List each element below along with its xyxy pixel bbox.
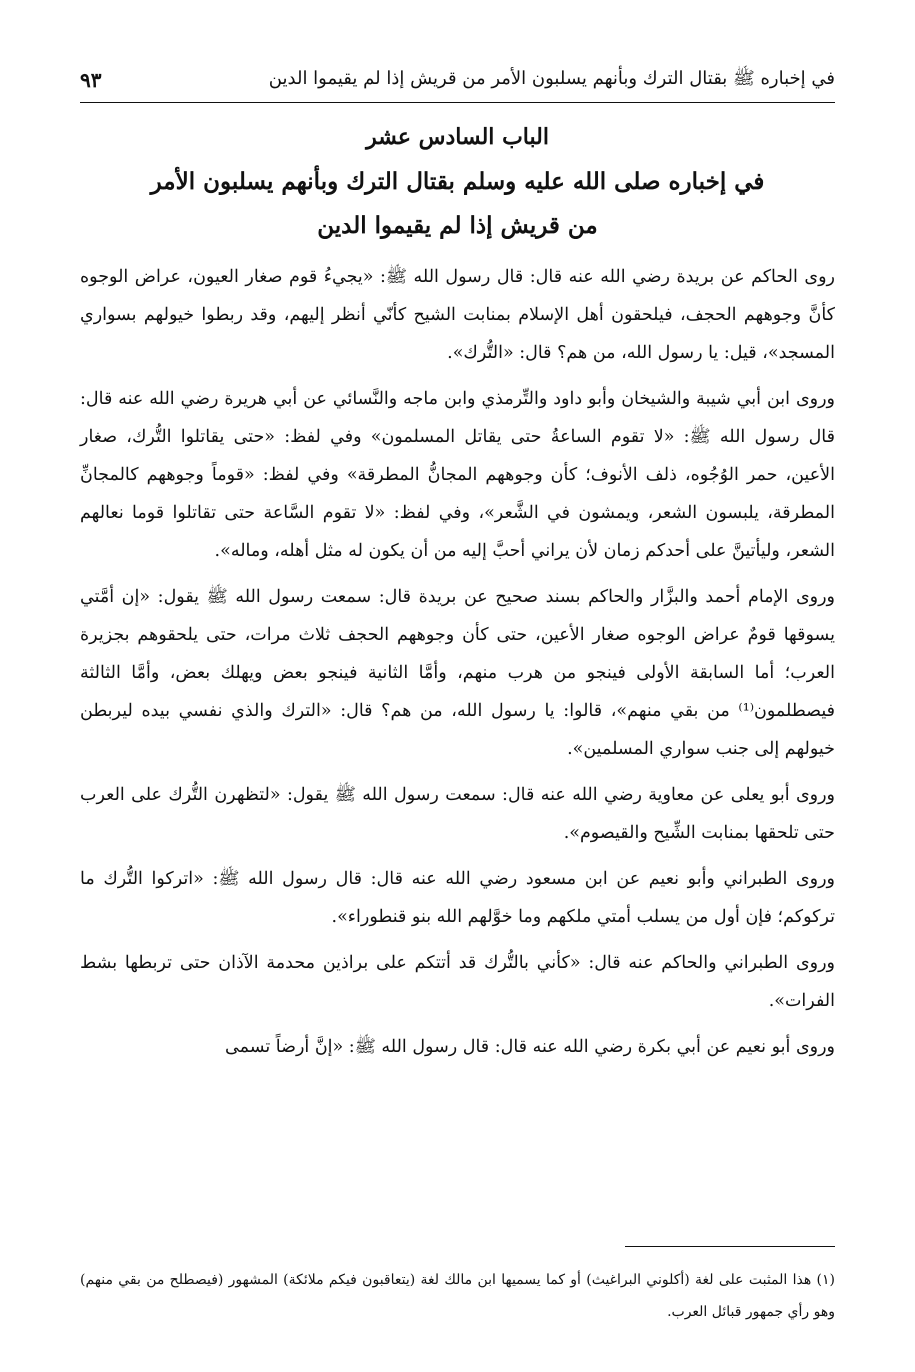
chapter-title-line-2: من قريش إذا لم يقيموا الدين [317,212,598,239]
page-header [80,58,835,103]
paragraph: وروى الطبراني والحاكم عنه قال: «كأني بالتُّرك قد أتتكم على براذين محدمة الآذان حتى تربطها بشط الفرات». [80,953,835,1011]
paragraph: وروى أبو يعلى عن معاوية رضي الله عنه قال: سمعت رسول الله ﷺ يقول: «لتظهرن التُّرك على العرب حتى تلحقها بمنابت الشِّيح والقيصوم». [80,785,835,843]
running-title: في إخباره ﷺ بقتال الترك وبأنهم يسلبون الأمر من قريش إذا لم يقيموا الدين [268,68,835,89]
chapter-title [80,160,835,248]
paragraph: وروى الطبراني وأبو نعيم عن ابن مسعود رضي الله عنه قال: قال رسول الله ﷺ: «اتركوا التُّرك ما تركوكم؛ فإن أول من يسلب أمتي ملكهم وما خوَّلهم الله بنو قنطوراء». [80,869,835,927]
page-content [80,112,835,1074]
paragraph: روى الحاكم عن بريدة رضي الله عنه قال: قال رسول الله ﷺ: «يجيءُ قوم صغار العيون، عراض الوجوه كأنَّ وجوههم الحجف، فيلحقون أهل الإسلام بمنابت الشيح كأنّي أنظر إليهم، وقد ربطوا خيولهم بسواري المسجد»، قيل: يا رسول الله، من هم؟ قال: «التُّرك». [80,267,835,363]
paragraph: وروى أبو نعيم عن أبي بكرة رضي الله عنه قال: قال رسول الله ﷺ: «إنَّ أرضاً تسمى [225,1037,835,1057]
paragraph: وروى الإمام أحمد والبزَّار والحاكم بسند صحيح عن بريدة قال: سمعت رسول الله ﷺ يقول: «إن أمَّتي يسوقها قومٌ عراض الوجوه صغار الأعين، حتى كأن وجوههم الحجف ثلاث مرات، حتى يلحقوهم بجزيرة العرب؛ أما السابقة الأولى فينجو من هرب منهم، وأمَّا الثانية فينجو بعض ويهلك بعض، وأمَّا الثالثة فيصطلمون⁽¹⁾ من بقي منهم»، قالوا: يا رسول الله، من هم؟ قال: «الترك والذي نفسي بيده ليربطن خيولهم إلى جنب سواري المسلمين». [80,587,835,759]
chapter-title-line-1: في إخباره صلى الله عليه وسلم بقتال الترك وبأنهم يسلبون الأمر [150,168,765,195]
footnote-divider [625,1246,835,1247]
page-number: ٩٣ [80,68,102,92]
paragraph: وروى ابن أبي شيبة والشيخان وأبو داود والتِّرمذي وابن ماجه والنَّسائي عن أبي هريرة رضي الله عنه قال: قال رسول الله ﷺ: «لا تقوم الساعةُ حتى يقاتل المسلمون» وفي لفظ: «حتى يقاتلوا التُّرك، صغار الأعين، حمر الوُجُوه، ذلف الأنوف؛ كأن وجوههم المجانُّ المطرقة» وفي لفظ: «قوماً وجوههم كالمجانِّ المطرقة، يلبسون الشعر، ويمشون في الشَّعر»، وفي لفظ: «لا تقوم السَّاعة حتى تقاتلوا قوما نعالهم الشعر، وليأتينَّ على أحدكم زمان لأن يراني أحبَّ إليه من أن يكون له مثل أهله، وماله». [80,389,835,561]
footnote: (١) هذا المثبت على لغة (أكلوني البراغيث) أو كما يسميها ابن مالك لغة (يتعاقبون فيكم ملائكة) المشهور (فيصطلح من بقي منهم) وهو رأي جمهور قبائل العرب. [80,1272,835,1320]
chapter-number: الباب السادس عشر [366,124,549,150]
